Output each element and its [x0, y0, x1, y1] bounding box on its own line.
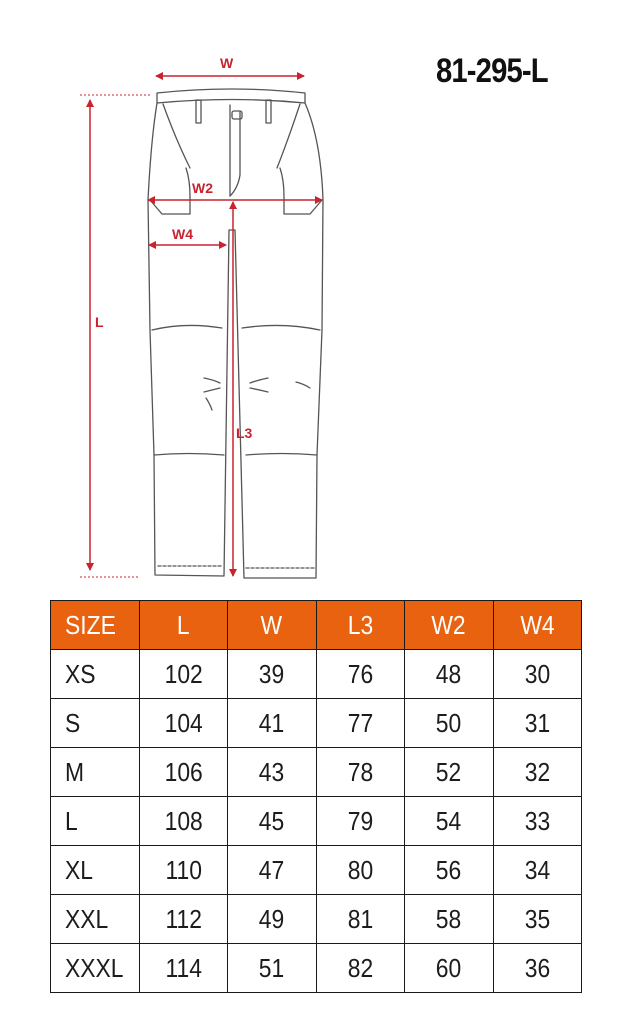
header-label: L3 — [347, 609, 373, 640]
measurement-cell — [228, 650, 317, 699]
measurement-cell — [493, 846, 582, 895]
header-w2 — [405, 601, 494, 650]
cell-value: 110 — [165, 854, 202, 885]
cell-value: 49 — [259, 903, 285, 934]
cell-value: 82 — [347, 952, 373, 983]
cell-value: 108 — [164, 805, 203, 836]
header-label: W2 — [431, 609, 466, 640]
table-row — [51, 650, 582, 699]
cell-value: 54 — [436, 805, 462, 836]
header-l — [139, 601, 228, 650]
label-w: W — [220, 55, 234, 71]
dimension-lines — [80, 76, 322, 577]
cell-value: S — [65, 707, 81, 738]
measurement-cell — [316, 895, 405, 944]
cell-value: 58 — [436, 903, 462, 934]
cell-value: XS — [65, 658, 96, 689]
header-size — [51, 601, 140, 650]
cell-value: XL — [65, 854, 93, 885]
measurement-cell — [316, 748, 405, 797]
measurement-cell — [228, 846, 317, 895]
header-w4 — [493, 601, 582, 650]
cell-value: 33 — [524, 805, 550, 836]
measurement-cell — [228, 748, 317, 797]
label-l: L — [95, 314, 104, 330]
measurement-cell — [139, 797, 228, 846]
cell-value: 32 — [524, 756, 550, 787]
measurement-cell — [493, 650, 582, 699]
header-l3 — [316, 601, 405, 650]
cell-value: 34 — [524, 854, 550, 885]
measurement-cell — [228, 699, 317, 748]
cell-value: 60 — [436, 952, 462, 983]
header-row — [51, 601, 582, 650]
measurement-cell — [139, 846, 228, 895]
header-label: W — [260, 609, 283, 640]
measurement-cell — [316, 699, 405, 748]
measurement-cell — [228, 797, 317, 846]
label-w2: W2 — [192, 180, 213, 196]
size-cell — [51, 748, 140, 797]
size-cell — [51, 797, 140, 846]
cell-value: 76 — [347, 658, 373, 689]
table-row — [51, 699, 582, 748]
cell-value: 47 — [259, 854, 285, 885]
table-body — [51, 650, 582, 993]
cell-value: 114 — [165, 952, 202, 983]
size-cell — [51, 944, 140, 993]
product-code: 81-295-L — [436, 52, 548, 90]
cell-value: 102 — [164, 658, 203, 689]
measurement-cell — [316, 797, 405, 846]
cell-value: 51 — [259, 952, 285, 983]
measurement-cell — [493, 797, 582, 846]
cell-value: 112 — [165, 903, 202, 934]
cell-value: 80 — [347, 854, 373, 885]
cell-value: 104 — [164, 707, 203, 738]
pants-outline — [148, 89, 323, 578]
cell-value: 36 — [524, 952, 550, 983]
size-table — [50, 600, 582, 993]
cell-value: 35 — [524, 903, 550, 934]
measurement-cell — [493, 748, 582, 797]
measurement-cell — [405, 944, 494, 993]
measurement-cell — [139, 895, 228, 944]
measurement-cell — [316, 846, 405, 895]
cell-value: 79 — [347, 805, 373, 836]
measurement-cell — [316, 650, 405, 699]
label-w4: W4 — [172, 226, 193, 242]
measurement-cell — [493, 895, 582, 944]
table-row — [51, 895, 582, 944]
measurement-cell — [228, 895, 317, 944]
size-cell — [51, 895, 140, 944]
cell-value: L — [65, 805, 78, 836]
cell-value: XXL — [65, 903, 109, 934]
table-row — [51, 797, 582, 846]
measurement-cell — [139, 699, 228, 748]
cell-value: 81 — [347, 903, 373, 934]
table-row — [51, 846, 582, 895]
cell-value: 52 — [436, 756, 462, 787]
cell-value: M — [65, 756, 85, 787]
measurement-cell — [405, 699, 494, 748]
measurement-cell — [405, 797, 494, 846]
measurement-cell — [405, 846, 494, 895]
measurement-cell — [139, 650, 228, 699]
cell-value: 77 — [347, 707, 373, 738]
cell-value: 41 — [259, 707, 285, 738]
table-row — [51, 748, 582, 797]
size-cell — [51, 650, 140, 699]
measurement-cell — [405, 748, 494, 797]
cell-value: 39 — [259, 658, 285, 689]
cell-value: 106 — [164, 756, 203, 787]
measurement-cell — [316, 944, 405, 993]
cell-value: 31 — [524, 707, 550, 738]
cell-value: 50 — [436, 707, 462, 738]
header-label: L — [176, 609, 190, 640]
cell-value: 45 — [259, 805, 285, 836]
measurement-cell — [493, 944, 582, 993]
measurement-cell — [139, 748, 228, 797]
table-row — [51, 944, 582, 993]
cell-value: 48 — [436, 658, 462, 689]
size-cell — [51, 699, 140, 748]
measurement-cell — [493, 699, 582, 748]
size-cell — [51, 846, 140, 895]
cell-value: 78 — [347, 756, 373, 787]
header-label: W4 — [520, 609, 555, 640]
measurement-cell — [405, 650, 494, 699]
header-w — [228, 601, 317, 650]
measurement-cell — [139, 944, 228, 993]
cell-value: 30 — [524, 658, 550, 689]
cell-value: 43 — [259, 756, 285, 787]
cell-value: 56 — [436, 854, 462, 885]
header-label: SIZE — [65, 609, 116, 640]
measurement-cell — [228, 944, 317, 993]
measurement-cell — [405, 895, 494, 944]
cell-value: XXXL — [65, 952, 124, 983]
label-l3: L3 — [236, 425, 253, 441]
